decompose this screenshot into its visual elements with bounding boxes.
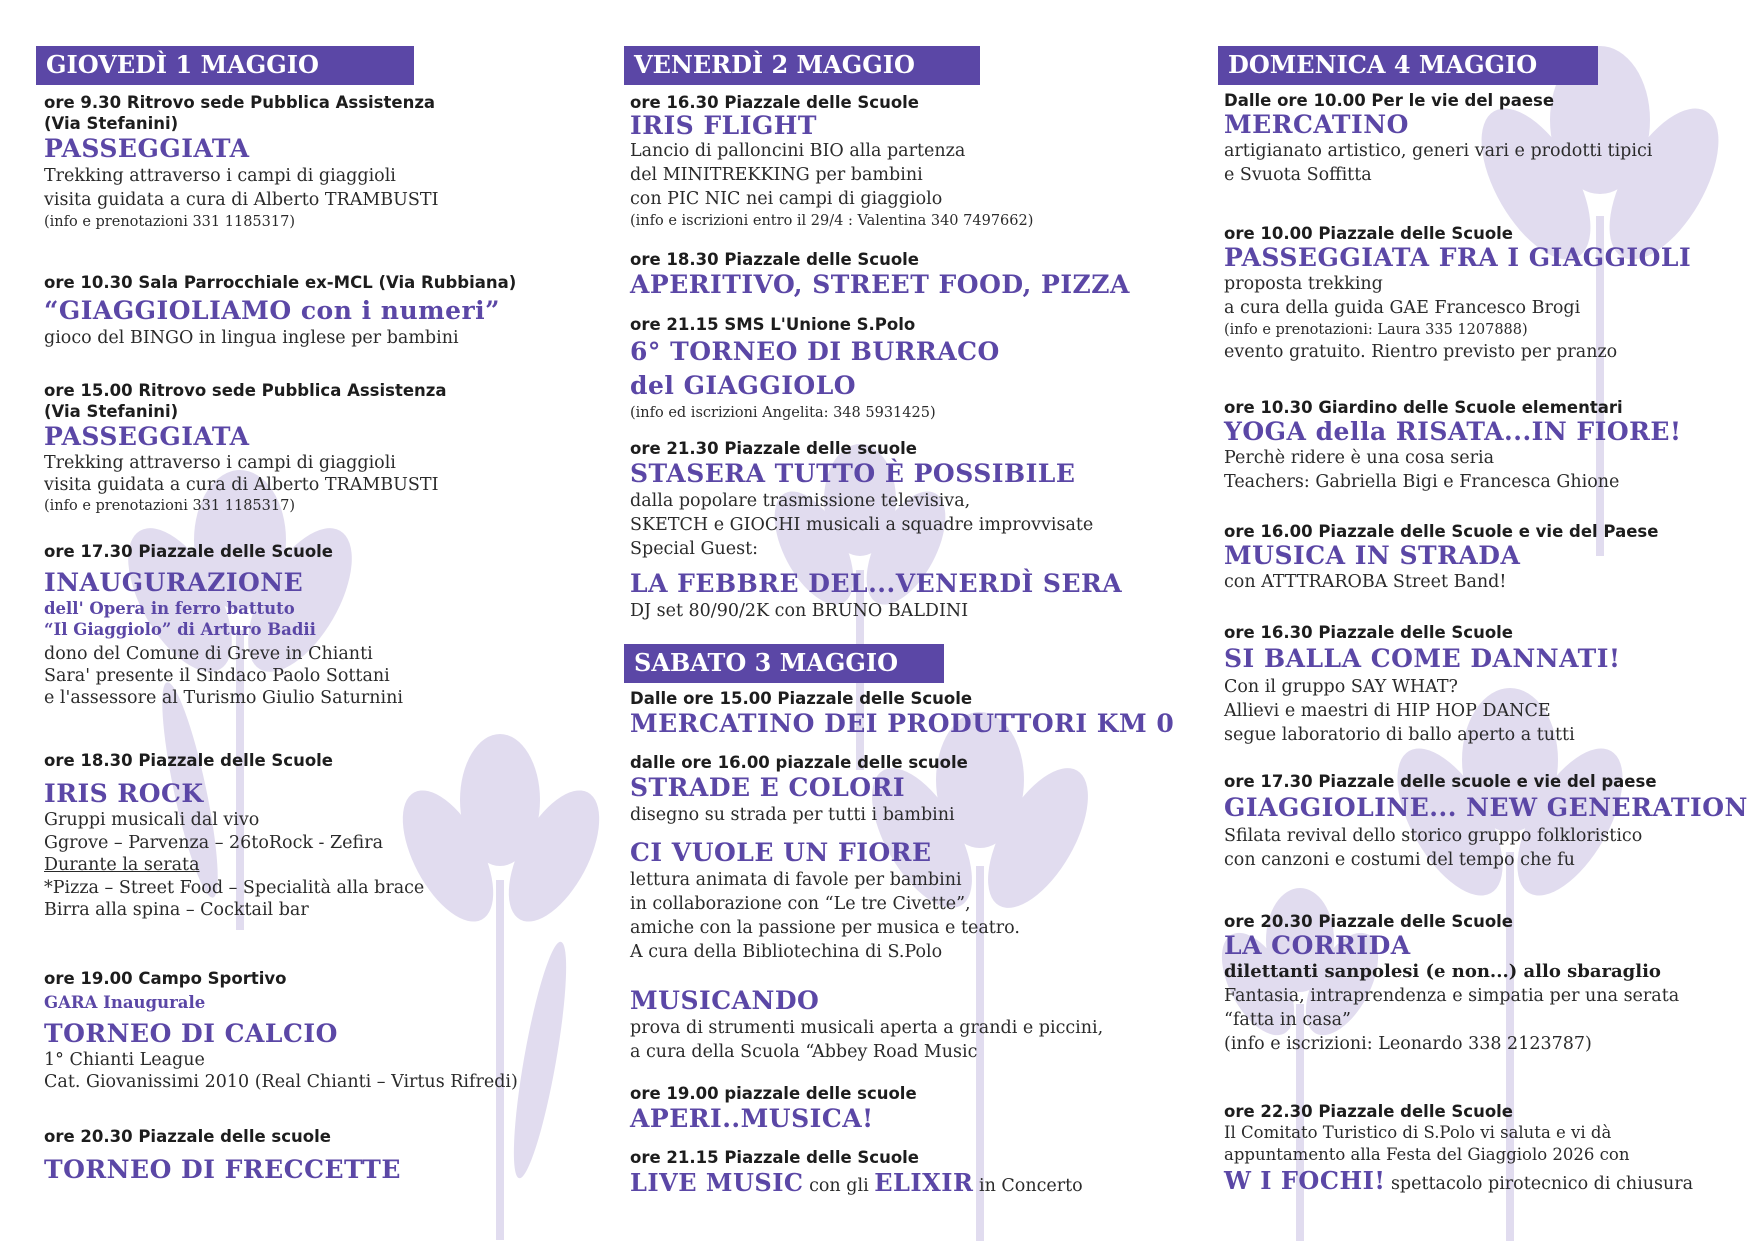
event-subtitle: “Il Giaggiolo” di Arturo Badii bbox=[44, 620, 316, 639]
event-desc: dono del Comune di Greve in Chianti bbox=[44, 644, 373, 664]
day-header-giovedi: GIOVEDÌ 1 MAGGIO bbox=[36, 46, 414, 85]
event-subtitle: dell' Opera in ferro battuto bbox=[44, 599, 295, 618]
event-desc: visita guidata a cura di Alberto TRAMBUSTI bbox=[44, 475, 439, 495]
event-place: (Via Stefanini) bbox=[44, 402, 179, 421]
event-title: SI BALLA COME DANNATI! bbox=[1224, 644, 1621, 673]
event-passeggiata-morning bbox=[44, 92, 604, 232]
event-info: (info e prenotazioni: Laura 335 1207888) bbox=[1224, 322, 1528, 338]
event-time: ore 17.30 Piazzale delle scuole e vie del paese bbox=[1224, 772, 1657, 791]
event-time: ore 16.00 Piazzale delle Scuole e vie del Paese bbox=[1224, 522, 1659, 541]
event-title-continued: del GIAGGIOLO bbox=[630, 371, 857, 400]
event-title: 6° TORNEO DI BURRACO bbox=[630, 337, 1000, 366]
event-title: IRIS FLIGHT bbox=[630, 111, 818, 140]
event-si-balla bbox=[1224, 622, 1754, 747]
event-desc: con canzoni e costumi del tempo che fu bbox=[1224, 850, 1575, 870]
event-desc: Sfilata revival dello storico gruppo folkloristico bbox=[1224, 826, 1643, 846]
event-time: ore 15.00 Ritrovo sede Pubblica Assistenza bbox=[44, 381, 447, 400]
event-iris-rock bbox=[44, 750, 604, 922]
event-title: MERCATINO bbox=[1224, 110, 1409, 139]
event-title: PASSEGGIATA FRA I GIAGGIOLI bbox=[1224, 243, 1692, 272]
event-time: Dalle ore 15.00 Piazzale delle Scuole bbox=[630, 689, 973, 708]
event-time: ore 20.30 Piazzale delle scuole bbox=[44, 1127, 331, 1146]
event-burraco bbox=[630, 314, 1190, 423]
event-desc: DJ set 80/90/2K con BRUNO BALDINI bbox=[630, 601, 969, 621]
event-info: (info ed iscrizioni Angelita: 348 5931425) bbox=[630, 405, 936, 421]
event-desc: amiche con la passione per musica e teatro. bbox=[630, 918, 1020, 938]
event-time: ore 10.00 Piazzale delle Scuole bbox=[1224, 224, 1513, 243]
event-time: ore 21.15 SMS L'Unione S.Polo bbox=[630, 315, 916, 334]
event-desc: (info e iscrizioni: Leonardo 338 2123787) bbox=[1224, 1034, 1592, 1054]
event-desc: Allievi e maestri di HIP HOP DANCE bbox=[1224, 701, 1551, 721]
event-desc: del MINITREKKING per bambini bbox=[630, 165, 923, 185]
event-desc: A cura della Bibliotechina di S.Polo bbox=[630, 942, 943, 962]
event-time: ore 18.30 Piazzale delle Scuole bbox=[630, 250, 919, 269]
event-strade-colori bbox=[630, 752, 1190, 827]
event-title: APERITIVO, STREET FOOD, PIZZA bbox=[630, 270, 1130, 299]
event-title: “GIAGGIOLIAMO con i numeri” bbox=[44, 296, 501, 325]
day-header-domenica: DOMENICA 4 MAGGIO bbox=[1218, 46, 1598, 85]
event-title: MERCATINO DEI PRODUTTORI KM 0 bbox=[630, 709, 1175, 738]
event-desc: artigianato artistico, generi vari e prodotti tipici bbox=[1224, 141, 1653, 161]
event-aperi-musica bbox=[630, 1083, 1190, 1134]
event-time: ore 19.00 Campo Sportivo bbox=[44, 969, 287, 988]
event-desc: Cat. Giovanissimi 2010 (Real Chianti – Virtus Rifredi) bbox=[44, 1072, 518, 1092]
band-name: ELIXIR bbox=[874, 1168, 974, 1197]
event-aperitivo bbox=[630, 249, 1190, 300]
event-torneo-calcio bbox=[44, 968, 604, 1093]
event-desc: Ggrove – Parvenza – 26toRock - Zefira bbox=[44, 832, 384, 853]
event-freccette bbox=[44, 1126, 604, 1185]
event-desc: con ATTTRAROBA Street Band! bbox=[1224, 572, 1507, 592]
event-time: ore 21.15 Piazzale delle Scuole bbox=[630, 1148, 919, 1167]
event-title: PASSEGGIATA bbox=[44, 134, 250, 163]
event-time: ore 20.30 Piazzale delle Scuole bbox=[1224, 912, 1513, 931]
event-iris-flight bbox=[630, 92, 1190, 231]
event-title: LIVE MUSIC bbox=[630, 1168, 804, 1197]
event-title-line bbox=[1224, 1166, 1754, 1199]
event-title: MUSICANDO bbox=[630, 986, 820, 1015]
event-subtitle: dilettanti sanpolesi (e non...) allo sbaraglio bbox=[1224, 961, 1661, 982]
event-desc: e Svuota Soffitta bbox=[1224, 165, 1372, 185]
event-yoga-risata bbox=[1224, 397, 1754, 494]
event-desc: Lancio di palloncini BIO alla partenza bbox=[630, 141, 966, 161]
event-mercatino-km0 bbox=[630, 688, 1190, 739]
event-desc: visita guidata a cura di Alberto TRAMBUSTI bbox=[44, 190, 439, 210]
event-title: MUSICA IN STRADA bbox=[1224, 541, 1521, 570]
event-title: TORNEO DI CALCIO bbox=[44, 1019, 338, 1048]
event-title: CI VUOLE UN FIORE bbox=[630, 838, 932, 867]
event-desc: spettacolo pirotecnico di chiusura bbox=[1385, 1174, 1694, 1194]
event-desc: “fatta in casa” bbox=[1224, 1010, 1351, 1030]
event-title: INAUGURAZIONE bbox=[44, 568, 304, 597]
event-place: (Via Stefanini) bbox=[44, 114, 179, 133]
event-title: STRADE E COLORI bbox=[630, 773, 906, 802]
event-time: ore 9.30 Ritrovo sede Pubblica Assistenza bbox=[44, 93, 436, 112]
event-desc: SKETCH e GIOCHI musicali a squadre improvvisate bbox=[630, 515, 1094, 535]
event-info: (info e prenotazioni 331 1185317) bbox=[44, 498, 295, 514]
event-title: STASERA TUTTO È POSSIBILE bbox=[630, 459, 1076, 488]
event-stasera bbox=[630, 438, 1190, 623]
event-ci-vuole-un-fiore bbox=[630, 838, 1190, 964]
day-header-sabato: SABATO 3 MAGGIO bbox=[624, 644, 944, 683]
event-desc: Birra alla spina – Cocktail bar bbox=[44, 900, 309, 920]
event-inaugurazione bbox=[44, 541, 604, 709]
event-musica-in-strada bbox=[1224, 521, 1754, 594]
event-desc: Sara' presente il Sindaco Paolo Sottani bbox=[44, 666, 390, 686]
event-title: GIAGGIOLINE... NEW GENERATION bbox=[1224, 793, 1748, 822]
event-desc: Durante la serata bbox=[44, 855, 200, 875]
event-time: ore 16.30 Piazzale delle Scuole bbox=[1224, 623, 1513, 642]
event-title: W I FOCHI! bbox=[1224, 1166, 1386, 1195]
event-info: (info e iscrizioni entro il 29/4 : Valentina 340 7497662) bbox=[630, 213, 1034, 229]
event-desc: Con il gruppo SAY WHAT? bbox=[1224, 677, 1458, 697]
event-time: ore 22.30 Piazzale delle Scuole bbox=[1224, 1102, 1513, 1121]
event-title: APERI..MUSICA! bbox=[630, 1104, 874, 1133]
event-la-corrida bbox=[1224, 911, 1754, 1056]
event-desc: in collaborazione con “Le tre Civette”, bbox=[630, 894, 971, 914]
event-desc: Special Guest: bbox=[630, 539, 759, 559]
event-title: YOGA della RISATA...IN FIORE! bbox=[1224, 417, 1682, 446]
event-time: ore 21.30 Piazzale delle scuole bbox=[630, 439, 917, 458]
event-desc: *Pizza – Street Food – Specialità alla brace bbox=[44, 877, 425, 898]
event-desc: segue laboratorio di ballo aperto a tutti bbox=[1224, 725, 1575, 745]
event-desc: evento gratuito. Rientro previsto per pranzo bbox=[1224, 342, 1618, 362]
event-title: LA FEBBRE DEL...VENERDÌ SERA bbox=[630, 569, 1123, 598]
event-time: dalle ore 16.00 piazzale delle scuole bbox=[630, 753, 968, 772]
event-time: ore 10.30 Sala Parrocchiale ex-MCL (Via Rubbiana) bbox=[44, 273, 517, 292]
event-passeggiata-afternoon bbox=[44, 380, 604, 516]
event-desc: Gruppi musicali dal vivo bbox=[44, 810, 260, 830]
event-desc: appuntamento alla Festa del Giaggiolo 2026 con bbox=[1224, 1145, 1630, 1164]
event-desc: Trekking attraverso i campi di giaggioli bbox=[44, 453, 396, 473]
event-desc: con gli bbox=[803, 1176, 875, 1196]
event-desc: Trekking attraverso i campi di giaggioli bbox=[44, 166, 396, 186]
event-mercatino bbox=[1224, 90, 1754, 187]
event-desc: 1° Chianti League bbox=[44, 1050, 205, 1070]
event-title: PASSEGGIATA bbox=[44, 422, 250, 451]
event-title: TORNEO DI FRECCETTE bbox=[44, 1155, 401, 1184]
event-live-music bbox=[630, 1147, 1190, 1201]
event-time: ore 17.30 Piazzale delle Scuole bbox=[44, 542, 333, 561]
event-desc: Teachers: Gabriella Bigi e Francesca Ghione bbox=[1224, 472, 1620, 492]
event-desc: prova di strumenti musicali aperta a grandi e piccini, bbox=[630, 1018, 1104, 1038]
event-desc: Il Comitato Turistico di S.Polo vi saluta e vi dà bbox=[1224, 1123, 1612, 1142]
event-desc: Perchè ridere è una cosa seria bbox=[1224, 448, 1495, 468]
event-desc: con PIC NIC nei campi di giaggiolo bbox=[630, 189, 943, 209]
event-desc: gioco del BINGO in lingua inglese per bambini bbox=[44, 328, 459, 348]
event-desc: a cura della Scuola “Abbey Road Music bbox=[630, 1042, 978, 1062]
event-time: ore 18.30 Piazzale delle Scuole bbox=[44, 751, 333, 770]
event-chiusura bbox=[1224, 1101, 1754, 1199]
event-desc: a cura della guida GAE Francesco Brogi bbox=[1224, 298, 1581, 318]
event-desc: Fantasia, intraprendenza e simpatia per una serata bbox=[1224, 986, 1680, 1006]
event-time: ore 19.00 piazzale delle scuole bbox=[630, 1084, 917, 1103]
event-desc: proposta trekking bbox=[1224, 274, 1383, 294]
event-title: LA CORRIDA bbox=[1224, 931, 1411, 960]
event-desc: in Concerto bbox=[973, 1176, 1083, 1196]
event-giaggioliamo bbox=[44, 272, 604, 350]
day-header-venerdi: VENERDÌ 2 MAGGIO bbox=[624, 46, 980, 85]
event-info: (info e prenotazioni 331 1185317) bbox=[44, 214, 295, 230]
event-desc: disegno su strada per tutti i bambini bbox=[630, 805, 955, 825]
event-title: IRIS ROCK bbox=[44, 779, 204, 808]
event-title-line bbox=[630, 1168, 1190, 1201]
event-giaggioline bbox=[1224, 771, 1754, 872]
event-desc: dalla popolare trasmissione televisiva, bbox=[630, 491, 971, 511]
event-desc: lettura animata di favole per bambini bbox=[630, 870, 962, 890]
event-time: ore 10.30 Giardino delle Scuole elementari bbox=[1224, 398, 1623, 417]
event-time: Dalle ore 10.00 Per le vie del paese bbox=[1224, 91, 1555, 110]
event-musicando bbox=[630, 986, 1190, 1064]
event-passeggiata-giaggioli bbox=[1224, 223, 1754, 364]
event-time: ore 16.30 Piazzale delle Scuole bbox=[630, 93, 919, 112]
event-subtitle: GARA Inaugurale bbox=[44, 993, 206, 1012]
event-desc: e l'assessore al Turismo Giulio Saturnini bbox=[44, 688, 403, 708]
